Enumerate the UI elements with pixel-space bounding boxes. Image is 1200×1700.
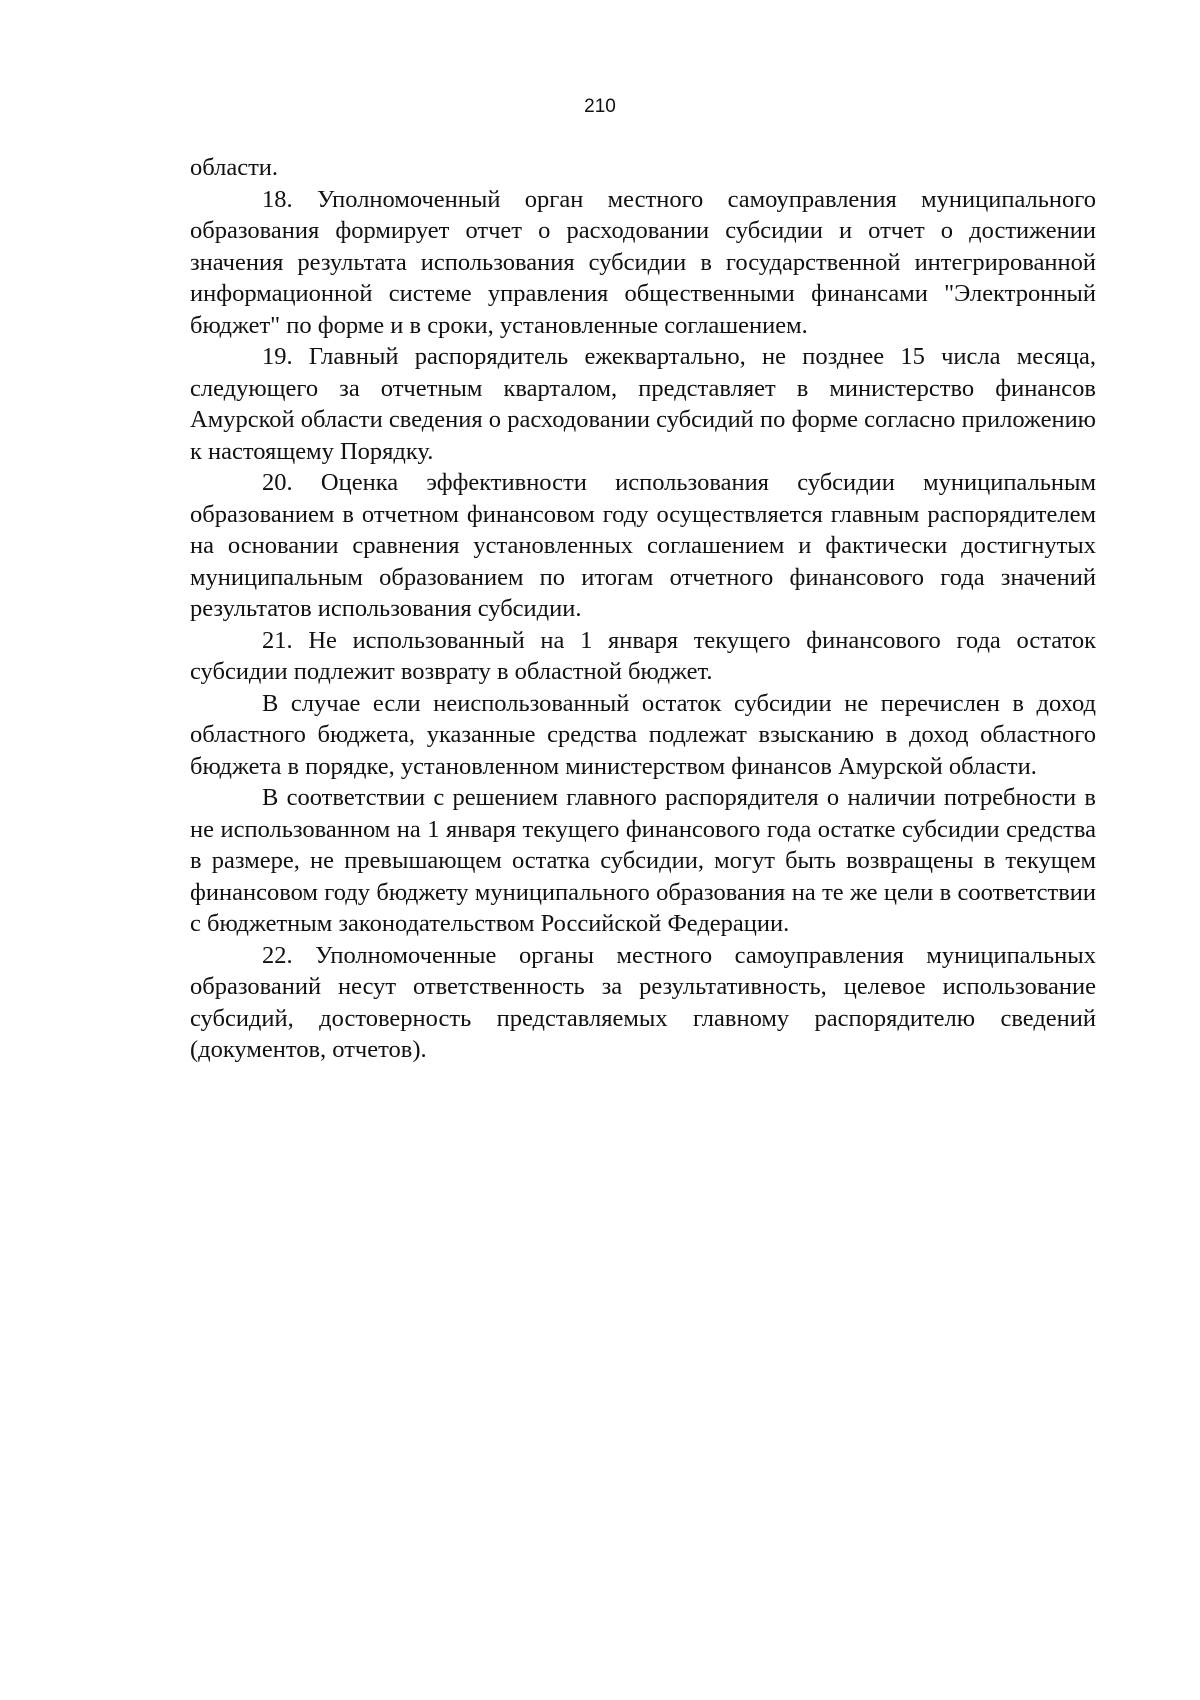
page-number: 210 (584, 96, 616, 117)
paragraph-item-21: 21. Не использованный на 1 января текущего финансового года остаток субсидии подлежит возврату в областной бюджет. (190, 626, 1096, 685)
paragraph-unused-balance-recovery: В случае если неиспользованный остаток субсидии не перечислен в доход областного бюджета, указанные средства подлежат взысканию в доход областного бюджета в порядке, установленном министерством финансов Амурской области. (190, 689, 1096, 780)
paragraph-item-19: 19. Главный распорядитель ежеквартально, не позднее 15 числа месяца, следующего за отчетным кварталом, представляет в министерство финансов Амурской области сведения о расходовании субсидий по форме согласно приложению к настоящему Порядку. (190, 343, 1096, 465)
paragraph-balance-return: В соответствии с решением главного распорядителя о наличии потребности в не использованном на 1 января текущего финансового года остатке субсидии средства в размере, не превышающем остатка субсидии, могут быть возвращены в текущем финансовом году бюджету муниципального образования на те же цели в соответствии с бюджетным законодательством Российской Федерации. (190, 784, 1096, 937)
document-body (190, 152, 1096, 1066)
paragraph-continuation: области. (190, 154, 279, 181)
paragraph-item-20: 20. Оценка эффективности использования субсидии муниципальным образованием в отчетном финансовом году осуществляется главным распорядителем на основании сравнения установленных соглашением и фактически достигнутых муниципальным образованием по итогам отчетного финансового года значений результатов использования субсидии. (190, 469, 1096, 622)
paragraph-item-22: 22. Уполномоченные органы местного самоуправления муниципальных образований несут ответственность за результативность, целевое использование субсидий, достоверность представляемых главному распорядителю сведений (документов, отчетов). (190, 941, 1096, 1063)
paragraph-item-18: 18. Уполномоченный орган местного самоуправления муниципального образования формирует отчет о расходовании субсидии и отчет о достижении значения результата использования субсидии в государственной интегрированной информационной системе управления общественными финансами "Электронный бюджет" по форме и в сроки, установленные соглашением. (190, 185, 1096, 339)
